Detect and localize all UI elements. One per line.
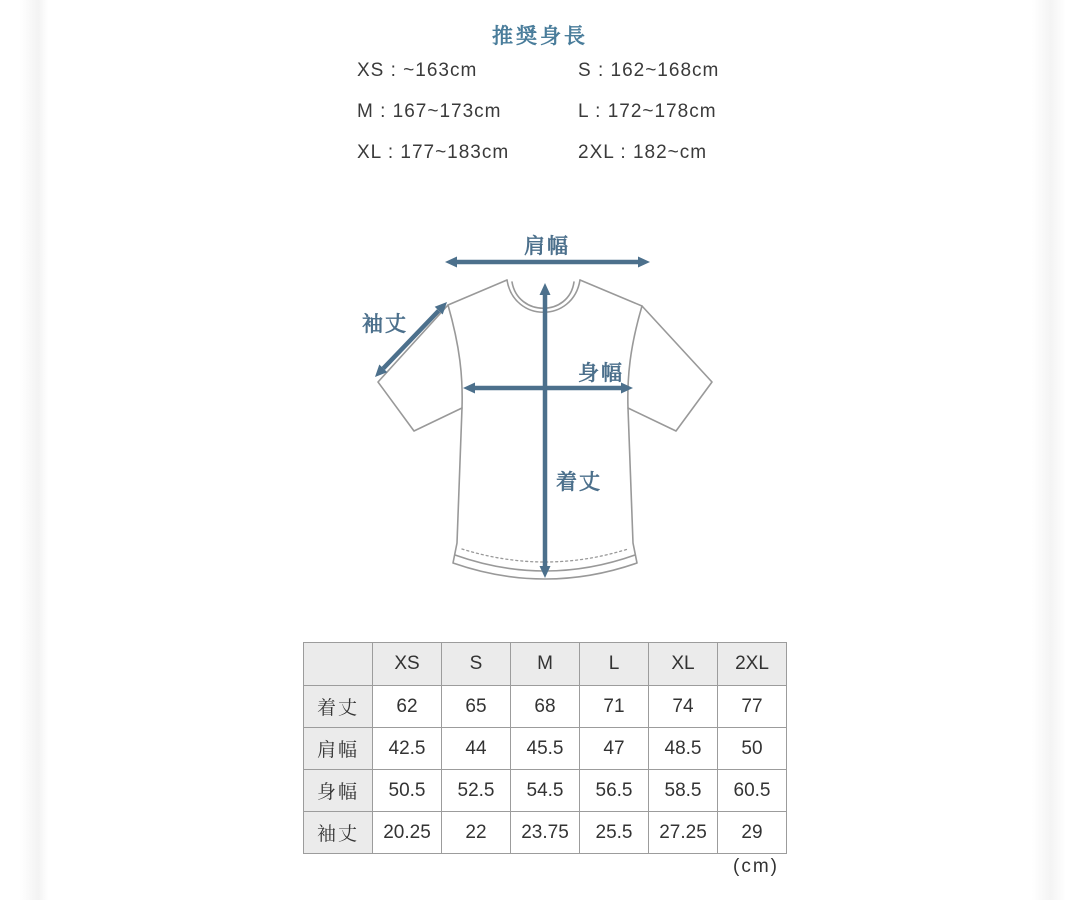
column-header-2xl: 2XL [718,643,787,686]
cell-value: 77 [718,686,787,728]
cell-value: 74 [649,686,718,728]
cell-value: 50 [718,728,787,770]
height-entry-2xl: 2XL : 182~cm [578,142,708,163]
table-row-sleeve-length [304,812,787,854]
size-table-header-row [304,643,787,686]
cell-value: 50.5 [373,770,442,812]
row-label-body-width: 身幅 [304,770,373,812]
measurement-arrow-shafts [383,262,638,566]
label-body-length: 着丈 [556,471,602,494]
size-table [303,642,787,854]
table-row-body-width [304,770,787,812]
height-entry-xl: XL : 177~183cm [357,142,510,163]
height-row [357,142,777,183]
height-row [357,60,777,101]
height-entry-m: M : 167~173cm [357,101,502,122]
recommended-height-list [357,60,777,183]
row-label-body-length: 着丈 [304,686,373,728]
page-title: 推奨身長 [492,25,588,48]
row-label-shoulder-width: 肩幅 [304,728,373,770]
cell-value: 25.5 [580,812,649,854]
label-shoulder-width: 肩幅 [524,235,570,258]
height-row [357,101,777,142]
column-header-xl: XL [649,643,718,686]
cell-value: 47 [580,728,649,770]
cell-value: 56.5 [580,770,649,812]
cell-value: 23.75 [511,812,580,854]
cell-value: 58.5 [649,770,718,812]
column-header-l: L [580,643,649,686]
unit-note: (cm) [733,856,779,877]
page-edge-shade-left [20,0,48,900]
cell-value: 22 [442,812,511,854]
cell-value: 20.25 [373,812,442,854]
cell-value: 44 [442,728,511,770]
measurement-arrowheads [375,257,650,579]
height-entry-s: S : 162~168cm [578,60,720,81]
column-header-m: M [511,643,580,686]
cell-value: 48.5 [649,728,718,770]
cell-value: 45.5 [511,728,580,770]
label-body-width: 身幅 [578,362,624,385]
page-edge-shade-right [1032,0,1066,900]
cell-value: 62 [373,686,442,728]
cell-value: 27.25 [649,812,718,854]
label-sleeve-length: 袖丈 [362,313,408,336]
cell-value: 71 [580,686,649,728]
height-entry-l: L : 172~178cm [578,101,717,122]
cell-value: 54.5 [511,770,580,812]
row-label-sleeve-length: 袖丈 [304,812,373,854]
cell-value: 60.5 [718,770,787,812]
column-header-s: S [442,643,511,686]
column-header-xs: XS [373,643,442,686]
height-entry-xs: XS : ~163cm [357,60,478,81]
tshirt-measurement-diagram [340,225,760,600]
table-row-shoulder-width [304,728,787,770]
cell-value: 68 [511,686,580,728]
cell-value: 42.5 [373,728,442,770]
table-row-body-length [304,686,787,728]
size-table-corner-cell [304,643,373,686]
cell-value: 52.5 [442,770,511,812]
cell-value: 29 [718,812,787,854]
cell-value: 65 [442,686,511,728]
